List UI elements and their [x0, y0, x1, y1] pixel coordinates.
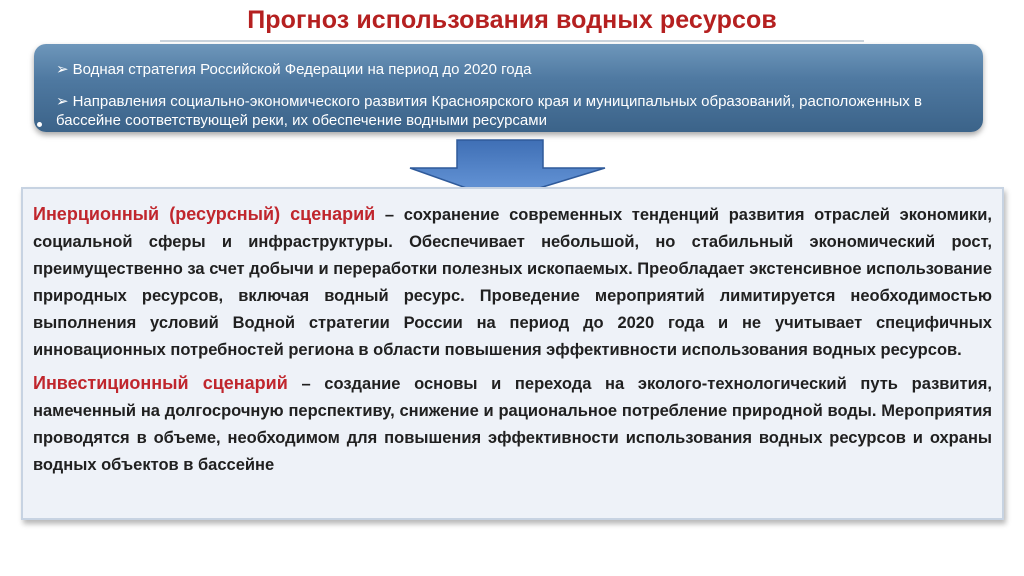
panel-item-water-strategy	[56, 60, 531, 79]
panel-dot	[37, 122, 42, 127]
title-divider	[160, 40, 864, 42]
arrow-bullet-icon: ➢	[56, 61, 69, 78]
scenario-description: – сохранение современных тенденций развития отраслей экономики, социальной сферы и инфраструктуры. Обеспечивает небольшой, но стабильный экономический рост, преимущественно за счет добычи и переработки полезных ископаемых. Преобладает экстенсивное использование природных ресурсов, включая водный ресурс. Проведение мероприятий лимитируется необходимостью выполнения условий Водной стратегии России на период до 2020 года и не учитывает специфичных инновационных потребностей региона в области повышения эффективности использования водных ресурсов.	[33, 206, 992, 359]
panel-item-text: Направления социально-экономического развития Красноярского края и муниципальных образований, расположенных в бассейне соответствующей реки, их обеспечение водными ресурсами	[56, 93, 922, 129]
scenario-investment	[33, 370, 992, 479]
scenario-inertial	[33, 201, 992, 364]
panel-item-text: Водная стратегия Российской Федерации на период до 2020 года	[72, 61, 532, 78]
scenario-name: Инвестиционный сценарий	[33, 373, 288, 393]
arrow-bullet-icon: ➢	[56, 93, 69, 110]
scenarios-box	[21, 187, 1004, 520]
scenario-name: Инерционный (ресурсный) сценарий	[33, 204, 376, 224]
scenario-description: – создание основы и перехода на эколого-технологический путь развития, намеченный на долгосрочную перспективу, снижение и рациональное потребление природной воды. Мероприятия проводятся в объеме, необходимом для повышения эффективности использования водных ресурсов и охраны водных объектов в бассейне	[33, 375, 992, 474]
slide-title: Прогноз использования водных ресурсов	[247, 6, 777, 34]
strategy-panel	[34, 44, 983, 132]
panel-item-development-directions	[56, 92, 976, 130]
